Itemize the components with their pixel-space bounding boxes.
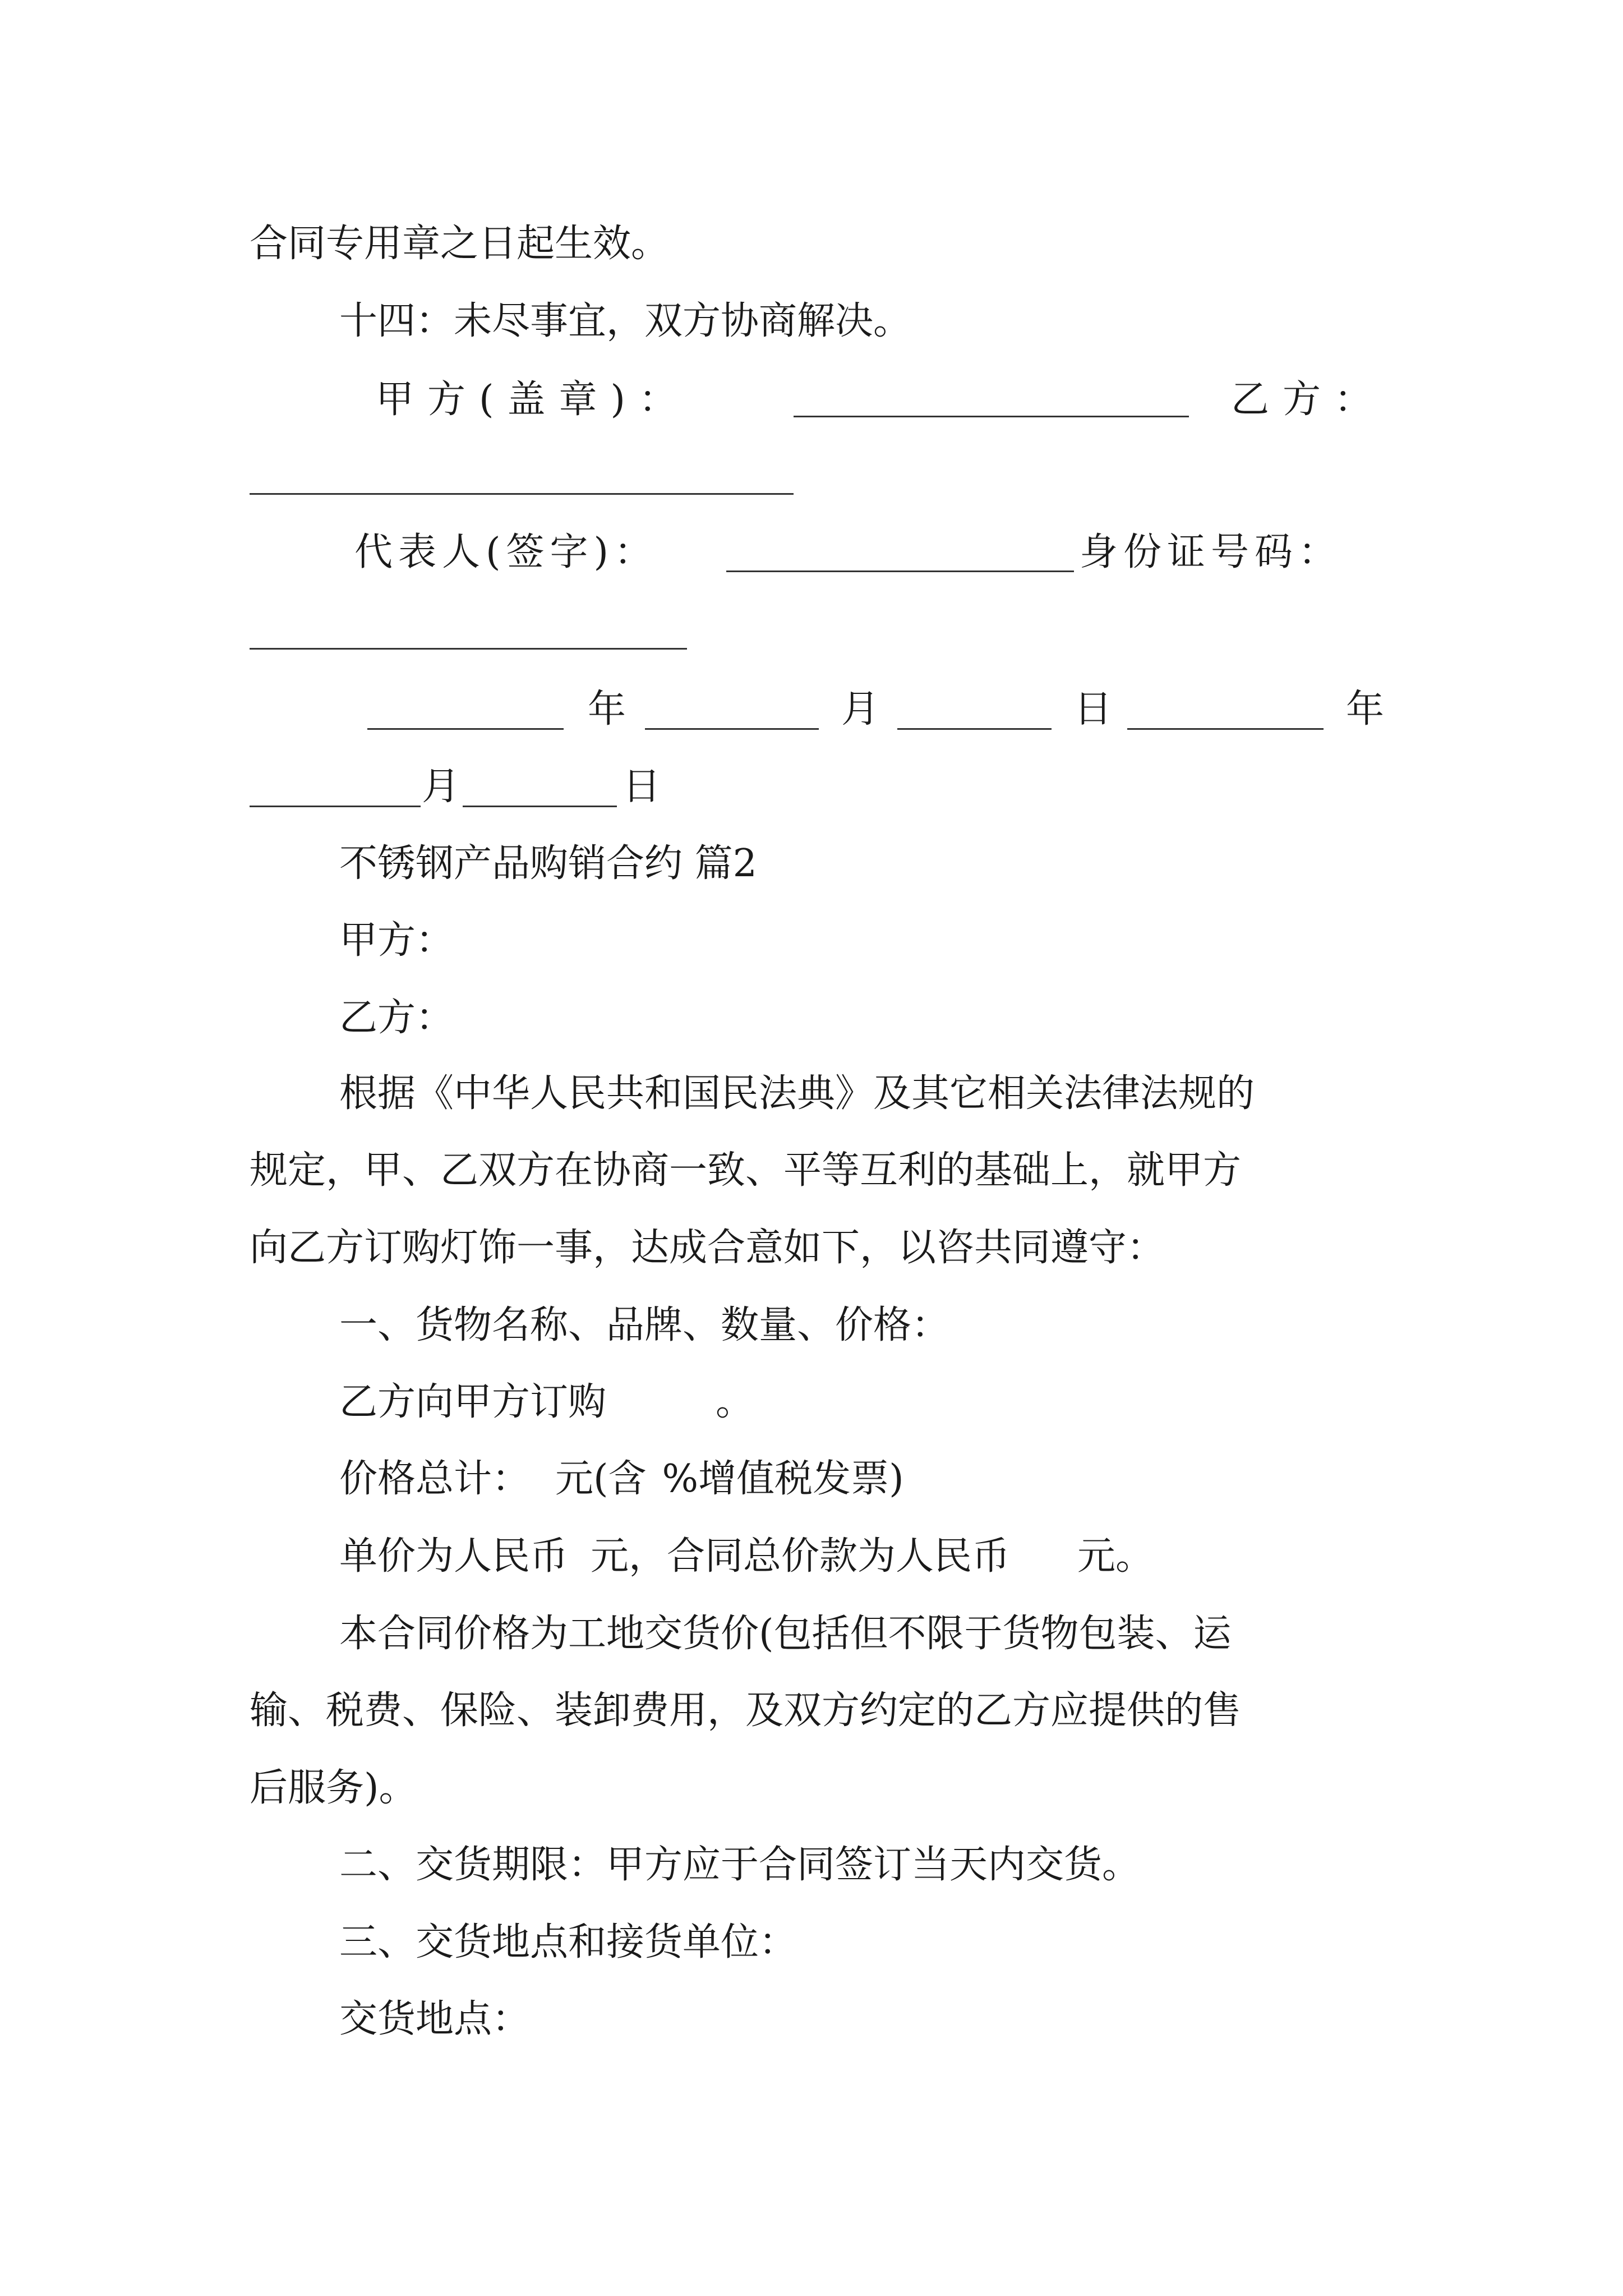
order-suffix: 。 xyxy=(716,1380,754,1424)
party-a-seal-label: 甲方(盖章)： xyxy=(376,378,691,422)
price-total-tax: %增值税发票) xyxy=(662,1457,904,1501)
party-a-month-label: 月 xyxy=(841,687,880,731)
unit-price-part3: 元。 xyxy=(1077,1534,1154,1579)
party-b-line: 乙方： xyxy=(339,996,454,1040)
price-total-label: 价格总计： xyxy=(339,1457,531,1501)
party-a-seal-blank xyxy=(794,416,1189,417)
section-title: 不锈钢产品购销合约 篇2 xyxy=(339,841,757,886)
clause-heading: 三、交货地点和接货单位： xyxy=(339,1920,797,1964)
party-b-month-blank xyxy=(250,806,421,807)
party-b-blank xyxy=(250,493,794,495)
party-b-label: 乙方： xyxy=(1231,378,1386,422)
clause-heading: 一、货物名称、品牌、数量、价格： xyxy=(339,1303,950,1347)
party-b-year-label: 年 xyxy=(1346,687,1385,731)
id-number-label: 身份证号码： xyxy=(1080,530,1343,574)
party-b-month-label: 月 xyxy=(422,765,460,809)
party-a-year-label: 年 xyxy=(588,687,626,731)
unit-price-part1: 单价为人民币 xyxy=(339,1534,569,1579)
paragraph-line: 根据《中华人民共和国民法典》及其它相关法律法规的 xyxy=(339,1071,1255,1116)
text-line: 合同专用章之日起生效。 xyxy=(250,222,670,266)
price-total-line xyxy=(339,1454,904,1504)
order-line xyxy=(339,1377,754,1428)
order-prefix: 乙方向甲方订购 xyxy=(339,1380,607,1424)
delivery-location-label: 交货地点： xyxy=(339,1997,531,2041)
party-b-day-label: 日 xyxy=(623,765,661,809)
party-a-month-blank xyxy=(645,728,819,730)
paragraph-line: 后服务)。 xyxy=(250,1766,417,1810)
unit-price-line xyxy=(339,1531,1154,1582)
price-total-unit: 元(含 xyxy=(555,1457,647,1501)
paragraph-line: 规定，甲、乙双方在协商一致、平等互利的基础上，就甲方 xyxy=(250,1148,1242,1193)
party-b-year-blank xyxy=(1127,728,1324,730)
paragraph-line: 本合同价格为工地交货价(包括但不限于货物包装、运 xyxy=(339,1612,1232,1656)
representative-label: 代表人(签字)： xyxy=(354,530,658,574)
party-a-day-label: 日 xyxy=(1074,687,1113,731)
party-a-day-blank xyxy=(897,728,1052,730)
paragraph-line: 输、税费、保险、装卸费用，及双方约定的乙方应提供的售 xyxy=(250,1688,1242,1733)
representative-blank xyxy=(726,570,1074,572)
text-line: 十四：未尽事宜，双方协商解决。 xyxy=(339,299,912,343)
party-b-day-blank xyxy=(463,806,617,807)
party-a-line: 甲方： xyxy=(339,918,454,963)
clause-heading: 二、交货期限：甲方应于合同签订当天内交货。 xyxy=(339,1843,1141,1887)
unit-price-part2: 元，合同总价款为人民币 xyxy=(591,1534,1011,1579)
id-number-blank xyxy=(250,648,687,650)
paragraph-line: 向乙方订购灯饰一事，达成合意如下，以咨共同遵守： xyxy=(250,1226,1165,1270)
party-a-year-blank xyxy=(367,728,564,730)
